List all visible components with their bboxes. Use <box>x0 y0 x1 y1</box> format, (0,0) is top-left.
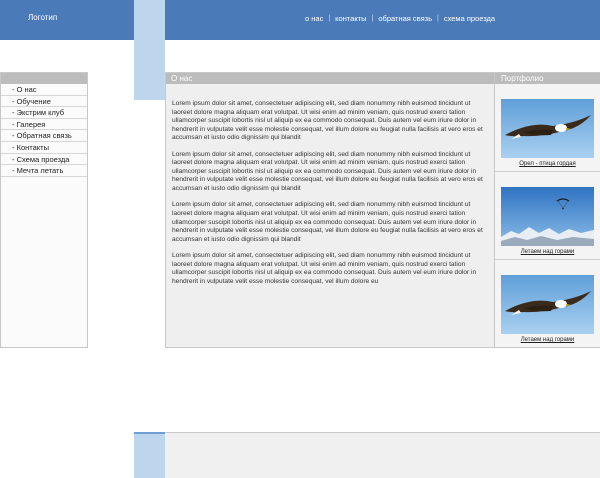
sidebar-header <box>1 73 87 84</box>
portfolio-caption-link[interactable]: Летаем над горами <box>520 249 575 255</box>
portfolio-caption-link[interactable]: Летаем над горами <box>520 337 575 343</box>
main-content <box>165 72 495 348</box>
eagle-image[interactable] <box>501 99 594 158</box>
sidebar-item-feedback[interactable]: - Обратная связь <box>1 130 87 142</box>
sidebar-item-dream-to-fly[interactable]: - Мечта летать <box>1 165 87 177</box>
portfolio-caption-link[interactable]: Орел - птица гордая <box>519 161 576 167</box>
paragraph: Lorem ipsum dolor sit amet, consectetuer adipiscing elit, sed diam nonummy nibh euismod tincidunt ut laoreet dolore magna aliquam erat volutpat. Ut wisi enim ad minim veniam, quis nostrud exerci tation ullamcorper suscipit lobortis nisl ut aliquip ex ea commodo consequat. Duis autem vel eum iriure dolor in hendrerit in vulputate velit esse molestie consequat, vel illum dolore eu <box>172 252 477 285</box>
paragraph: Lorem ipsum dolor sit amet, consectetuer adipiscing elit, sed diam nonummy nibh euismod tincidunt ut laoreet dolore magna aliquam erat volutpat. Ut wisi enim ad minim veniam, quis nostrud exerci tation ullamcorper suscipit lobortis nisl ut aliquip ex ea commodo consequat. Duis autem vel eum iriure dolor in hendrerit in vulputate velit esse molestie consequat, vel illum dolore eu feugiat nulla facilisis at vero eros et accumsan et iusto odio dignissim qui blandit <box>172 150 483 192</box>
nav-link-directions[interactable]: схема проезда <box>443 14 496 23</box>
sidebar-menu <box>1 84 87 177</box>
footer-accent-block <box>134 432 165 478</box>
paragraph: Lorem ipsum dolor sit amet, consectetuer adipiscing elit, sed diam nonummy nibh euismod tincidunt ut laoreet dolore magna aliquam erat volutpat. Ut wisi enim ad minim veniam, quis nostrud exerci tation ullamcorper suscipit lobortis nisl ut aliquip ex ea commodo consequat. Duis autem vel eum iriure dolor in hendrerit in vulputate velit esse molestie consequat, vel illum dolore eu feugiat nulla facilisis at vero eros et accumsan et iusto odio dignissim qui blandit <box>172 201 483 243</box>
paraglider-mountains-image[interactable] <box>501 187 594 246</box>
article-body <box>166 84 494 286</box>
portfolio-item <box>495 84 600 172</box>
top-nav <box>300 14 500 23</box>
header-accent-block <box>134 0 165 100</box>
portfolio-title: Портфолио <box>495 73 600 84</box>
logo[interactable]: Логотип <box>28 13 58 22</box>
portfolio-panel <box>495 72 600 348</box>
sidebar-item-extreme-club[interactable]: - Экстрим клуб <box>1 107 87 119</box>
nav-link-contacts[interactable]: контакты <box>335 14 367 23</box>
portfolio-item <box>495 260 600 348</box>
eagle-image[interactable] <box>501 275 594 334</box>
portfolio-item <box>495 172 600 260</box>
paragraph: Lorem ipsum dolor sit amet, consectetuer adipiscing elit, sed diam nonummy nibh euismod tincidunt ut laoreet dolore magna aliquam erat volutpat. Ut wisi enim ad minim veniam, quis nostrud exerci tation ullamcorper suscipit lobortis nisl ut aliquip ex ea commodo consequat. Duis autem vel eum iriure dolor in hendrerit in vulputate velit esse molestie consequat, vel illum dolore eu feugiat nulla facilisis at vero eros et accumsan et iusto odio dignissim qui blandit <box>172 100 483 142</box>
sidebar-item-gallery[interactable]: - Галерея <box>1 119 87 131</box>
footer <box>134 432 600 478</box>
sidebar-item-directions[interactable]: - Схема проезда <box>1 154 87 166</box>
nav-separator: | <box>437 15 439 22</box>
sidebar <box>0 72 88 348</box>
nav-separator: | <box>328 15 331 22</box>
nav-link-feedback[interactable]: обратная связь <box>378 14 432 23</box>
sidebar-item-about[interactable]: - О нас <box>1 84 87 96</box>
sidebar-item-training[interactable]: - Обучение <box>1 96 87 108</box>
nav-separator: | <box>371 15 374 22</box>
sidebar-item-contacts[interactable]: - Контакты <box>1 142 87 154</box>
main-title: О нас <box>166 73 494 84</box>
nav-link-about[interactable]: о нас <box>305 14 324 23</box>
